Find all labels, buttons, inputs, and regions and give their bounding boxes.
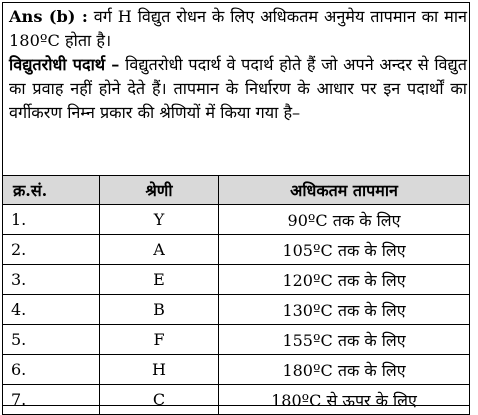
header-serial: क्र.सं. bbox=[3, 176, 100, 205]
row-temp: 180ºC से ऊपर के लिए bbox=[219, 385, 470, 415]
table-row bbox=[3, 385, 470, 415]
table-row bbox=[3, 295, 470, 325]
row-serial: 7. bbox=[3, 385, 100, 415]
table-row bbox=[3, 205, 470, 235]
header-class: श्रेणी bbox=[100, 176, 219, 205]
row-serial: 3. bbox=[3, 265, 100, 295]
table-row bbox=[3, 355, 470, 385]
answer-label: Ans (b) : bbox=[9, 7, 88, 26]
answer-statement: वर्ग H विद्युत रोधन के लिए अधिकतम अनुमेय तापमान का मान 180ºC होता है। bbox=[9, 7, 467, 50]
row-class: F bbox=[100, 325, 219, 355]
row-class: A bbox=[100, 235, 219, 265]
insulation-class-table bbox=[2, 175, 470, 415]
row-serial: 4. bbox=[3, 295, 100, 325]
row-serial: 1. bbox=[3, 205, 100, 235]
row-temp: 180ºC तक के लिए bbox=[219, 355, 470, 385]
row-temp: 155ºC तक के लिए bbox=[219, 325, 470, 355]
row-serial: 5. bbox=[3, 325, 100, 355]
table-header-row bbox=[3, 176, 470, 205]
row-class: B bbox=[100, 295, 219, 325]
row-temp: 90ºC तक के लिए bbox=[219, 205, 470, 235]
row-temp: 120ºC तक के लिए bbox=[219, 265, 470, 295]
row-temp: 105ºC तक के लिए bbox=[219, 235, 470, 265]
row-serial: 6. bbox=[3, 355, 100, 385]
row-temp: 130ºC तक के लिए bbox=[219, 295, 470, 325]
answer-box bbox=[2, 2, 470, 410]
row-class: Y bbox=[100, 205, 219, 235]
definition-text: विद्युतरोधी पदार्थ वे पदार्थ होते हैं जो अपने अन्दर से विद्युत का प्रवाह नहीं होने देते हैं। तापमान के निर्धारण के आधार पर इन पदार्थों का वर्गीकरण निम्न प्रकार की श्रेणियों में किया गया है– bbox=[9, 55, 467, 122]
table-row bbox=[3, 265, 470, 295]
row-class: C bbox=[100, 385, 219, 415]
row-class: E bbox=[100, 265, 219, 295]
header-max-temp: अधिकतम तापमान bbox=[219, 176, 470, 205]
table-row bbox=[3, 325, 470, 355]
row-serial: 2. bbox=[3, 235, 100, 265]
explanation-text bbox=[9, 5, 467, 125]
definition-term: विद्युतरोधी पदार्थ – bbox=[9, 55, 120, 74]
table-row bbox=[3, 235, 470, 265]
row-class: H bbox=[100, 355, 219, 385]
